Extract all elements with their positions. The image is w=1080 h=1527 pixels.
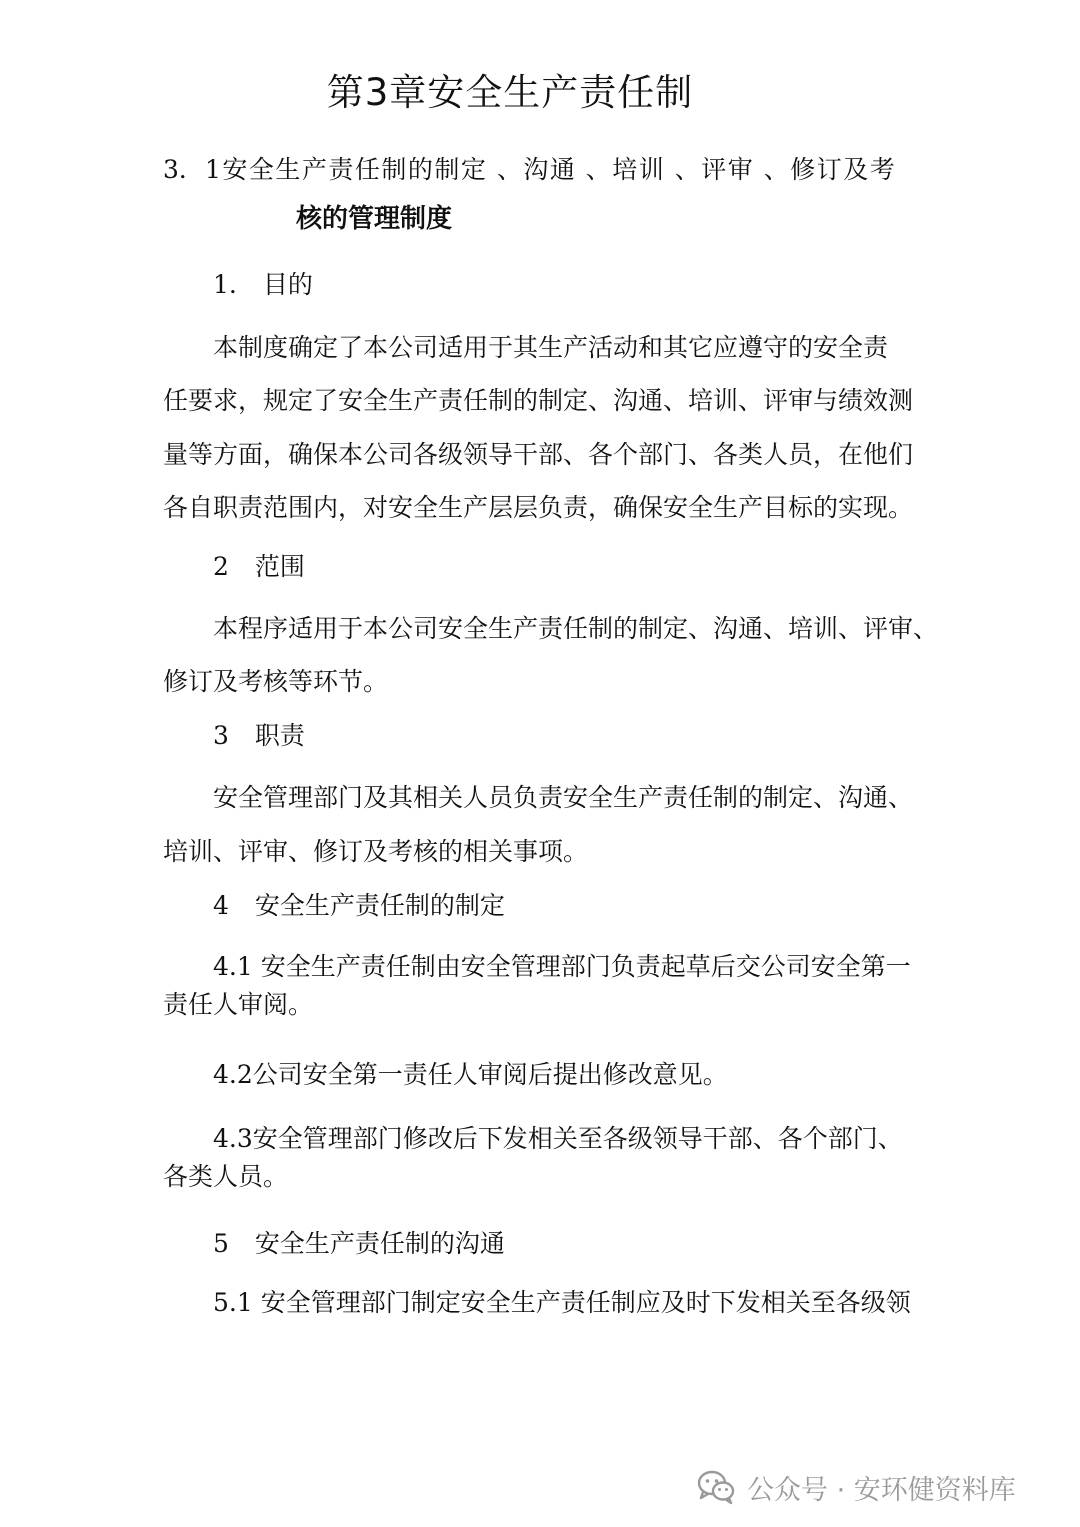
heading-number: 1. [213,270,237,299]
purpose-line: 量等方面，确保本公司各级领导干部、各个部门、各类人员，在他们 [163,440,914,469]
scope-line: 本程序适用于本公司安全生产责任制的制定、沟通、培训、评审、 [213,614,939,643]
clause-4-1-line: 4.1 安全生产责任制由安全管理部门负责起草后交公司安全第一 [213,952,911,981]
scope-line: 修订及考核等环节。 [163,667,389,696]
heading-text: 安全生产责任制的沟通 [254,1229,505,1258]
section-title-line1: 1安全生产责任制的制定 、沟通 、培训 、评审 、修订及考 [205,155,897,184]
clause-4-3-line: 各类人员。 [163,1162,289,1191]
section-title-line2: 核的管理制度 [296,204,453,234]
heading-text: 目的 [262,270,313,299]
heading-duty [213,716,305,752]
clause-4-2: 4.2公司安全第一责任人审阅后提出修改意见。 [213,1060,728,1089]
heading-text: 安全生产责任制的制定 [254,891,505,920]
purpose-line: 各自职责范围内，对安全生产层层负责，确保安全生产目标的实现。 [163,493,914,522]
heading-number: 5 [213,1229,229,1258]
watermark-text: 公众号 · 安环健资料库 [747,1474,1016,1506]
heading-text: 范围 [254,552,305,581]
heading-scope [213,547,305,583]
heading-number: 4 [213,891,229,920]
clause-5-1: 5.1 安全管理部门制定安全生产责任制应及时下发相关至各级领 [213,1288,911,1317]
clause-4-3-line: 4.3安全管理部门修改后下发相关至各级领导干部、各个部门、 [213,1124,903,1153]
heading-number: 2 [213,552,229,581]
duty-line: 安全管理部门及其相关人员负责安全生产责任制的制定、沟通、 [213,783,914,812]
duty-line: 培训、评审、修订及考核的相关事项。 [163,837,589,866]
heading-number: 3 [213,721,229,750]
section-number: 3． [163,155,204,184]
chapter-title: 第3章安全生产责任制 [326,71,694,114]
purpose-line: 任要求，规定了安全生产责任制的制定、沟通、培训、评审与绩效测 [163,386,914,415]
heading-purpose [213,265,313,301]
heading-formulation [213,886,505,922]
heading-text: 职责 [254,721,305,750]
wechat-icon [697,1469,735,1505]
heading-communication [213,1224,505,1260]
watermark [697,1462,1016,1512]
purpose-line: 本制度确定了本公司适用于其生产活动和其它应遵守的安全责 [213,333,889,362]
clause-4-1-line: 责任人审阅。 [163,990,314,1019]
